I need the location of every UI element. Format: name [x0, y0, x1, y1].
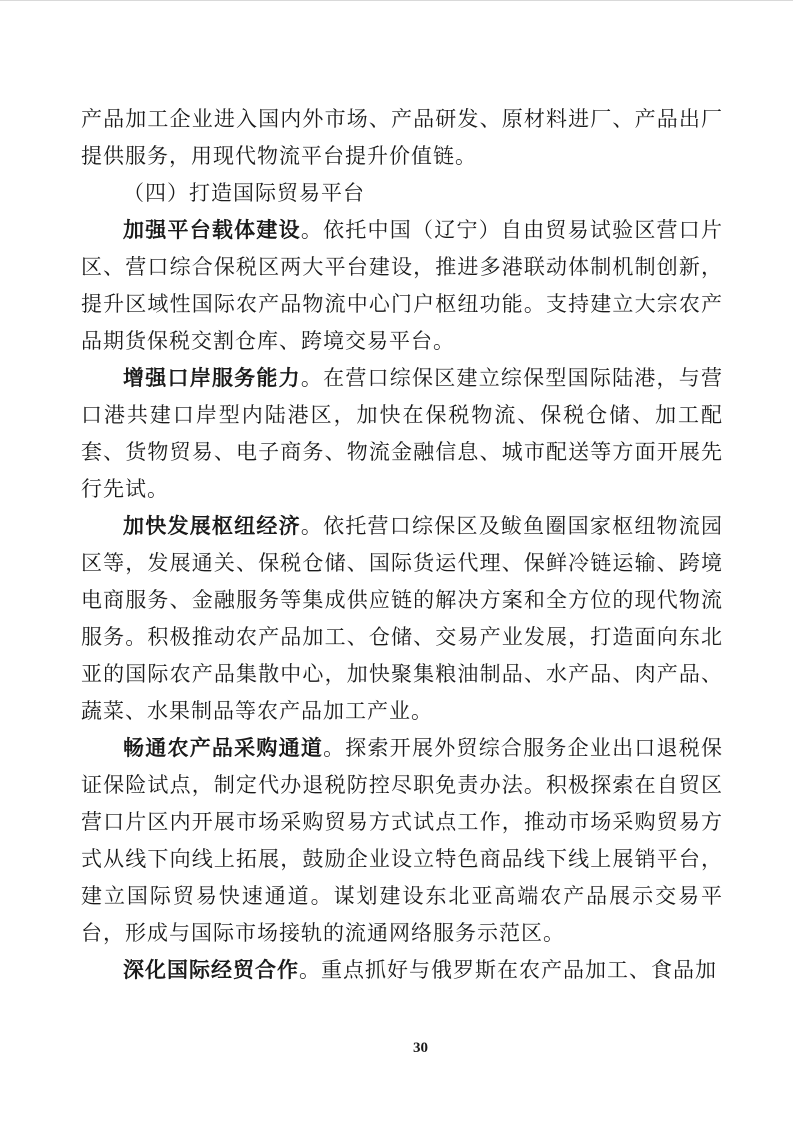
paragraph-text: 。依托营口综保区及鲅鱼圈国家枢纽物流园区等，发展通关、保税仓储、国际货运代理、保鲜冷链运输、跨境电商服务、金融服务等集成供应链的解决方案和全方位的现代物流服务。积极推动农产品加工、仓储、交易产业发展，打造面向东北亚的国际农产品集散中心，加快聚集粮油制品、水产品、肉产品、蔬菜、水果制品等农产品加工产业。: [81, 514, 724, 723]
page-footer: [48, 1039, 793, 1057]
paragraph: [81, 952, 723, 989]
paragraph-text: 。重点抓好与俄罗斯在农产品加工、食品加: [299, 958, 717, 982]
section-heading: （四）打造国际贸易平台: [123, 181, 365, 205]
document-body: [81, 101, 723, 989]
paragraph-lead: 增强口岸服务能力: [123, 367, 301, 390]
paragraph: [81, 508, 723, 730]
paragraph-text: 。依托中国（辽宁）自由贸易试验区营口片区、营口综合保税区两大平台建设，推进多港联动体制机制创新，提升区域性国际农产品物流中心门户枢纽功能。支持建立大宗农产品期货保税交割仓库、跨境交易平台。: [81, 218, 724, 353]
paragraph-lead: 畅通农产品采购通道: [123, 737, 324, 760]
paragraph: [81, 212, 723, 360]
paragraph: [81, 730, 723, 952]
paragraph-text: 产品加工企业进入国内外市场、产品研发、原材料进厂、产品出厂提供服务，用现代物流平台提升价值链。: [81, 107, 723, 168]
paragraph: [81, 360, 723, 508]
paragraph-text: 。探索开展外贸综合服务企业出口退税保证保险试点，制定代办退税防控尽职免责办法。积极探索在自贸区营口片区内开展市场采购贸易方式试点工作，推动市场采购贸易方式从线下向线上拓展，鼓励企业设立特色商品线下线上展销平台，建立国际贸易快速通道。谋划建设东北亚高端农产品展示交易平台，形成与国际市场接轨的流通网络服务示范区。: [81, 736, 723, 945]
paragraph-text: 。在营口综保区建立综保型国际陆港，与营口港共建口岸型内陆港区，加快在保税物流、保税仓储、加工配套、货物贸易、电子商务、物流金融信息、城市配送等方面开展先行先试。: [81, 366, 724, 501]
page-number: 30: [413, 1040, 428, 1056]
paragraph-lead: 深化国际经贸合作: [123, 959, 299, 982]
paragraph-continuation: [81, 101, 723, 175]
paragraph-lead: 加快发展枢纽经济: [123, 515, 301, 538]
paragraph-lead: 加强平台载体建设: [123, 219, 301, 242]
